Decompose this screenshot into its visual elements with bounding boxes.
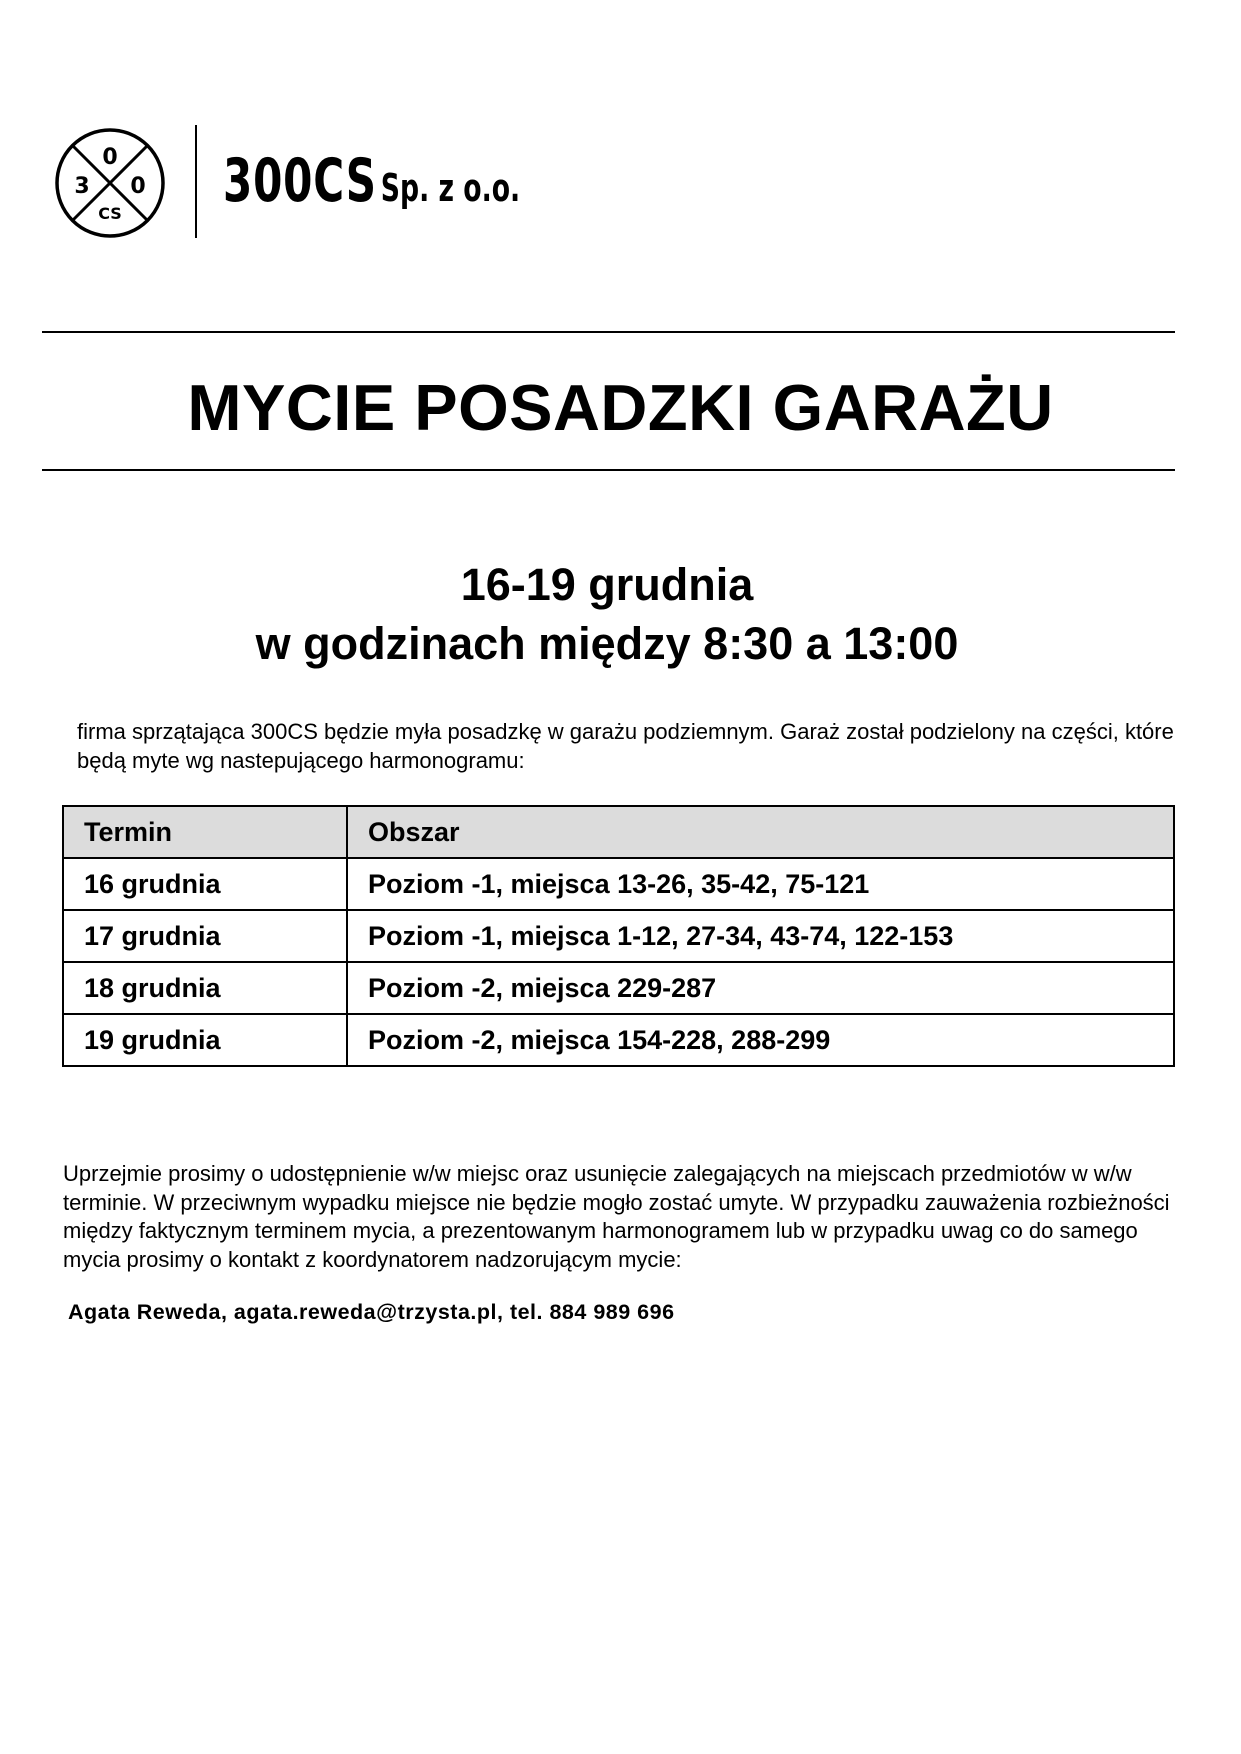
header-obszar: Obszar (347, 806, 1174, 858)
logo-divider (195, 125, 197, 238)
top-rule (42, 331, 1175, 333)
logo-digit-left: 3 (74, 174, 90, 199)
cell-area: Poziom -2, miejsca 154-228, 288-299 (347, 1014, 1174, 1066)
company-logo (54, 127, 166, 239)
company-name-main: 300CS (223, 146, 377, 216)
table-row (63, 962, 1174, 1014)
cell-area: Poziom -1, miejsca 1-12, 27-34, 43-74, 122-153 (347, 910, 1174, 962)
table-row (63, 910, 1174, 962)
schedule-table (62, 805, 1175, 1067)
intro-paragraph: firma sprzątająca 300CS będzie myła posadzkę w garażu podziemnym. Garaż został podzielony na części, które będą myte wg nastepującego harmonogramu: (77, 719, 1174, 773)
time-range: w godzinach między 8:30 a 13:00 (255, 618, 959, 669)
cell-date: 16 grudnia (63, 858, 347, 910)
page-title: MYCIE POSADZKI GARAŻU (187, 371, 1054, 444)
cell-area: Poziom -2, miejsca 229-287 (347, 962, 1174, 1014)
company-name-suffix: Sp. z o.o. (380, 166, 521, 210)
logo-digit-right: 0 (130, 174, 146, 199)
bottom-rule (42, 469, 1175, 471)
date-block (0, 555, 1214, 673)
cell-date: 19 grudnia (63, 1014, 347, 1066)
header-termin: Termin (63, 806, 347, 858)
logo-digit-top: 0 (102, 145, 118, 170)
table-header-row (63, 806, 1174, 858)
logo-mark (54, 127, 166, 239)
company-name (223, 146, 520, 216)
cell-date: 17 grudnia (63, 910, 347, 962)
closing-paragraph: Uprzejmie prosimy o udostępnienie w/w miejsc oraz usunięcie zalegających na miejscach przedmiotów w w/w terminie. W przeciwnym wypadku miejsce nie będzie mogło zostać umyte. W przypadku zauważenia rozbieżności między faktycznym terminem mycia, a prezentowanym harmonogramem lub w przypadku uwag co do samego mycia prosimy o kontakt z koordynatorem nadzorującym mycie: (63, 1161, 1170, 1272)
date-range: 16-19 grudnia (460, 559, 754, 610)
cell-area: Poziom -1, miejsca 13-26, 35-42, 75-121 (347, 858, 1174, 910)
logo-letters-bottom: CS (98, 204, 122, 223)
table-row (63, 1014, 1174, 1066)
cell-date: 18 grudnia (63, 962, 347, 1014)
contact-info: Agata Reweda, agata.reweda@trzysta.pl, tel. 884 989 696 (68, 1300, 675, 1324)
table-row (63, 858, 1174, 910)
